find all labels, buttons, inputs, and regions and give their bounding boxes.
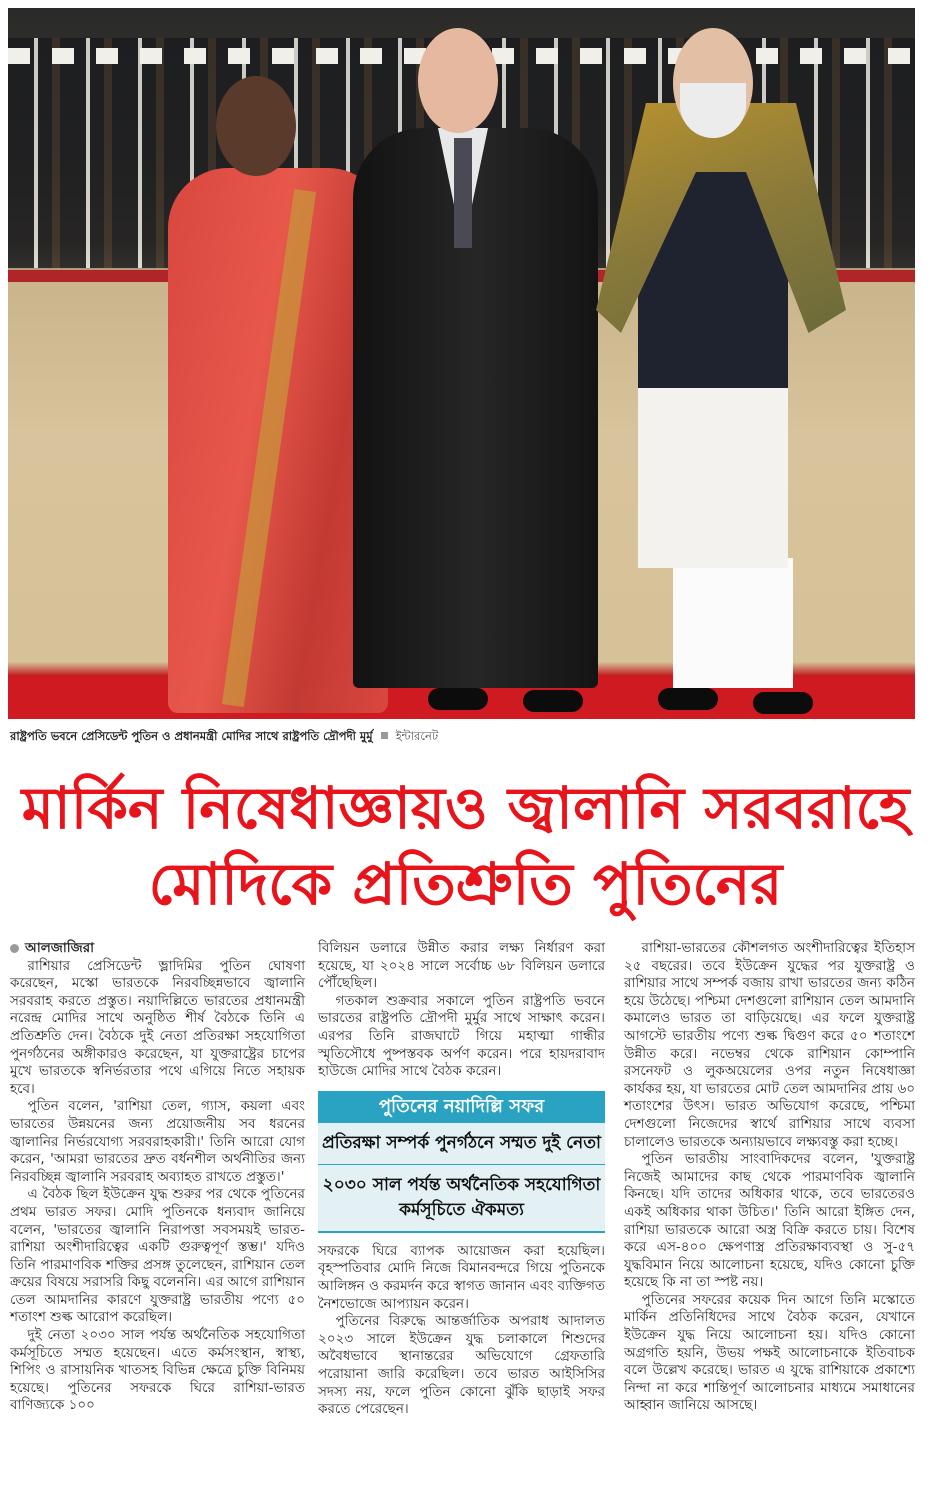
article-column-1 xyxy=(10,940,305,1415)
bullet-icon xyxy=(10,944,19,953)
headline-line-1: মার্কিন নিষেধাজ্ঞায়ও জ্বালানি সরবরাহে xyxy=(21,774,910,842)
paragraph: এ বৈঠক ছিল ইউক্রেন যুদ্ধ শুরুর পর থেকে পুতিনের প্রথম ভারত সফর। মোদি পুতিনকে ধন্যবাদ জানিয়ে বলেন, 'ভারতের জ্বালানি নিরাপত্তা সবসময়ই ভারত-রাশিয়া অংশীদারিত্বের একটি গুরুত্বপূর্ণ স্তম্ভ।' যদিও তিনি পারমাণবিক শক্তির প্রসঙ্গ তুলেছেন, রাশিয়ান তেল ক্রয়ের বিষয়ে সরাসরি কিছু বলেননি। এর আগে রাশিয়ান তেল আমদানির কারণে যুক্তরাষ্ট্র ভারতীয় পণ্যে ৫০ শতাংশ শুল্ক আরোপ করেছিল। xyxy=(10,1186,305,1326)
news-photo xyxy=(8,8,915,719)
highlight-item: প্রতিরক্ষা সম্পর্ক পুনর্গঠনে সম্মত দুই নেতা xyxy=(322,1132,601,1153)
photo-credit: ইন্টারনেট xyxy=(395,729,439,743)
highlights-box xyxy=(318,1091,605,1233)
caption-text: রাষ্ট্রপতি ভবনে প্রেসিডেন্ট পুতিন ও প্রধানমন্ত্রী মোদির সাথে রাষ্ট্রপতি দ্রৌপদী মুর্মু xyxy=(10,729,373,743)
photo-caption xyxy=(10,728,438,747)
paragraph: রাশিয়া-ভারতের কৌশলগত অংশীদারিত্বের ইতিহাস ২৫ বছরের। তবে ইউক্রেন যুদ্ধের পর যুক্তরাষ্ট্র ও রাশিয়ার সাথে সম্পর্ক বজায় রাখা ভারতের জন্য কঠিন হয়ে উঠেছে। পশ্চিমা দেশগুলো রাশিয়ান তেল আমদানি কমালেও ভারত তা বাড়িয়েছে। এর ফলে যুক্তরাষ্ট্র আগস্টে ভারতীয় পণ্যে শুল্ক দ্বিগুণ করে ৫০ শতাংশে উন্নীত করে। নভেম্বর থেকে রাশিয়ান কোম্পানি রসনেফট ও লুকঅয়েলের ওপর নতুন নিষেধাজ্ঞা কার্যকর হয়, যা ভারতের মোট তেল আমদানির প্রায় ৬০ শতাংশের উৎস। ভারত অভিযোগ করেছে, পশ্চিমা দেশগুলো নিজেদের স্বার্থে রাশিয়ার সাথে ব্যবসা চালালেও ভারতকে অন্যায়ভাবে লক্ষ্যবস্তু করা হচ্ছে। xyxy=(624,940,915,1150)
shoe xyxy=(753,692,813,714)
article-column-2 xyxy=(318,940,605,1419)
paragraph: রাশিয়ার প্রেসিডেন্ট ভ্লাদিমির পুতিন ঘোষণা করেছেন, মস্কো ভারতকে নিরবচ্ছিন্নভাবে জ্বালানি সরবরাহ করতে প্রস্তুত। নয়াদিল্লিতে ভারতের প্রধানমন্ত্রী নরেন্দ্র মোদির সাথে অনুষ্ঠিত শীর্ষ বৈঠকে তিনি এ প্রতিশ্রুতি দেন। বৈঠকে দুই নেতা প্রতিরক্ষা সহযোগিতা পুনর্গঠনের অঙ্গীকারও করেছেন, যা যুক্তরাষ্ট্রের চাপের মুখে ভারতকে স্বনির্ভরতার পথে এগিয়ে নিতে সহায়ক হবে। xyxy=(10,957,305,1097)
paragraph: পুতিনের বিরুদ্ধে আন্তর্জাতিক অপরাধ আদালত ২০২৩ সালে ইউক্রেন যুদ্ধ চলাকালে শিশুদের অবৈধভাবে স্থানান্তরের অভিযোগে গ্রেফতারি পরোয়ানা জারি করেছিল। তবে ভারত আইসিসির সদস্য নয়, ফলে পুতিন কোনো ঝুঁকি ছাড়াই সফর করতে পেরেছেন। xyxy=(318,1313,605,1418)
head-murmu xyxy=(216,76,296,176)
paragraph: গতকাল শুক্রবার সকালে পুতিন রাষ্ট্রপতি ভবনে ভারতের রাষ্ট্রপতি দ্রৌপদী মুর্মুর সাথে সাক্ষাৎ করেন। এরপর তিনি রাজঘাটে গিয়ে মহাত্মা গান্ধীর স্মৃতিসৌধে পুষ্পস্তবক অর্পণ করেন। পরে হায়দরাবাদ হাউজে মোদির সাথে বৈঠক করেন। xyxy=(318,992,605,1080)
head-putin xyxy=(418,28,498,133)
headline-line-2: মোদিকে প্রতিশ্রুতি পুতিনের xyxy=(148,850,783,918)
paragraph: পুতিন বলেন, 'রাশিয়া তেল, গ্যাস, কয়লা এবং ভারতের উন্নয়নের জন্য প্রয়োজনীয় সব ধরনের জ্বালানির নির্ভরযোগ্য সরবরাহকারী।' তিনি আরো যোগ করেন, 'আমরা ভারতের দ্রুত বর্ধনশীল অর্থনীতির জন্য নিরবচ্ছিন্ন জ্বালানি সরবরাহ অব্যাহত রাখতে প্রস্তুত।' xyxy=(10,1098,305,1185)
byline xyxy=(10,940,305,958)
paragraph: সফরকে ঘিরে ব্যাপক আয়োজন করা হয়েছিল। বৃহস্পতিবার মোদি নিজে বিমানবন্দরে গিয়ে পুতিনকে আলিঙ্গন ও করমর্দন করে স্বাগত জানান এবং ব্যক্তিগত নৈশভোজে আপ্যায়ন করেন। xyxy=(318,1242,605,1312)
paragraph: পুতিন ভারতীয় সাংবাদিকদের বলেন, 'যুক্তরাষ্ট্র নিজেই আমাদের কাছ থেকে পারমাণবিক জ্বালানি কিনছে। যদি তাদের অধিকার থাকে, তবে ভারতেরও একই অধিকার থাকা উচিত।' তিনি আরো ইঙ্গিত দেন, রাশিয়া ভারতকে আরো অস্ত্র বিক্রি করতে চায়। বিশেষ করে এস-৪০০ ক্ষেপণাস্ত্র প্রতিরক্ষাব্যবস্থা ও সু-৫৭ যুদ্ধবিমান নিয়ে আলোচনা হয়েছে, যদিও কোনো চুক্তি হয়েছে কি না তা স্পষ্ট নয়। xyxy=(624,1151,915,1291)
figure-putin xyxy=(353,128,598,688)
figure-modi-pants xyxy=(673,558,793,688)
headline xyxy=(0,770,931,922)
highlight-item: ২০৩০ সাল পর্যন্ত অর্থনৈতিক সহযোগিতা কর্মসূচিতে ঐকমত্য xyxy=(318,1164,605,1231)
highlights-title: পুতিনের নয়াদিল্লি সফর xyxy=(318,1091,605,1123)
shoe xyxy=(428,688,488,710)
shoe xyxy=(523,690,583,712)
byline-source: আলজাজিরা xyxy=(25,940,95,956)
paragraph: বিলিয়ন ডলারে উন্নীত করার লক্ষ্য নির্ধারণ করা হয়েছে, যা ২০২৪ সালে সর্বোচ্চ ৬৮ বিলিয়ন ডলারে পৌঁছেছিল। xyxy=(318,940,605,992)
tie xyxy=(454,138,472,248)
paragraph: পুতিনের সফরের কয়েক দিন আগে তিনি মস্কোতে মার্কিন প্রতিনিধিদের সাথে বৈঠক করেন, যেখানে ইউক্রেন যুদ্ধ নিয়ে আলোচনা হয়। যদিও কোনো অগ্রগতি হয়নি, উভয় পক্ষই আলোচনাকে ইতিবাচক বলে উল্লেখ করেছে। ভারত এ যুদ্ধে রাশিয়াকে প্রকাশ্যে নিন্দা না করে শান্তিপূর্ণ আলোচনার মাধ্যমে সমাধানের আহ্বান জানিয়ে আসছে। xyxy=(624,1291,915,1414)
separator-square-icon xyxy=(381,732,388,739)
shoe xyxy=(658,688,718,710)
article-column-3 xyxy=(624,940,915,1415)
paragraph: দুই নেতা ২০৩০ সাল পর্যন্ত অর্থনৈতিক সহযোগিতা কর্মসূচিতে সম্মত হয়েছেন। এতে কর্মসংস্থান, স্বাস্থ্য, শিপিং ও রাসায়নিক খাতসহ বিভিন্ন ক্ষেত্রে চুক্তি বিনিময় হয়েছে। পুতিনের সফরকে ঘিরে রাশিয়া-ভারত বাণিজ্যকে ১০০ xyxy=(10,1327,305,1414)
